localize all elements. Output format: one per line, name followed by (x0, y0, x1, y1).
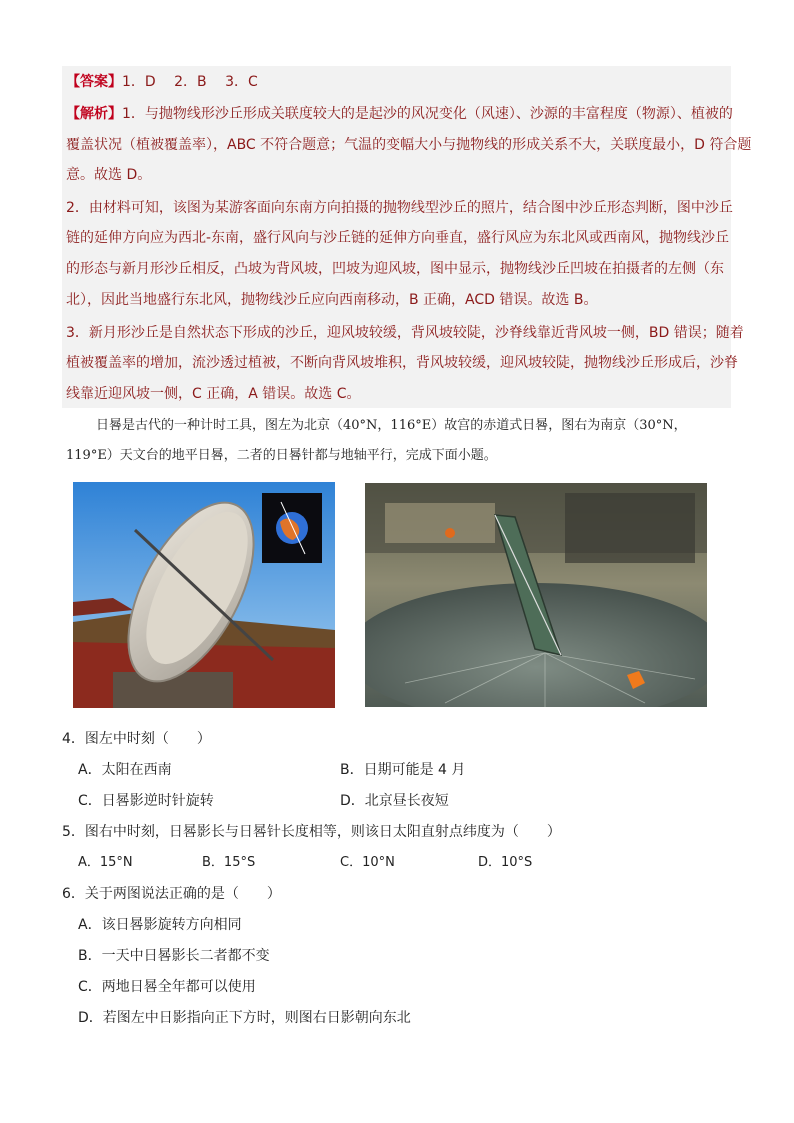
analysis-line-4: 2．由材料可知，该图为某游客面向东南方向拍摄的抛物线型沙丘的照片，结合图中沙丘形态判断，图中沙丘 (66, 200, 733, 216)
question-6-stem: 6．关于两图说法正确的是（ ） (62, 886, 281, 902)
analysis-line-6: 的形态与新月形沙丘相反，凸坡为背风坡，凹坡为迎风坡，图中显示，抛物线沙丘凹坡在拍摄者的左侧（东 (66, 261, 724, 277)
horizontal-sundial-photo (365, 483, 707, 707)
question-5-option-d[interactable]: D．10°S (478, 855, 533, 870)
question-5-option-b[interactable]: B．15°S (202, 855, 256, 870)
intro-line-1: 日晷是古代的一种计时工具，图左为北京（40°N，116°E）故宫的赤道式日晷，图右为南京（30°N， (96, 418, 687, 433)
question-4-stem: 4．图左中时刻（ ） (62, 731, 211, 747)
question-4-option-b[interactable]: B．日期可能是 4 月 (340, 762, 466, 778)
question-5-option-a[interactable]: A．15°N (78, 855, 133, 870)
question-6-option-d[interactable]: D．若图左中日影指向正下方时，则图右日影朝向东北 (78, 1010, 411, 1026)
analysis-line-3: 意。故选 D。 (66, 167, 152, 183)
question-6-option-a[interactable]: A．该日晷影旋转方向相同 (78, 917, 242, 933)
equatorial-sundial-illustration (73, 482, 335, 708)
analysis-text-1: 1．与抛物线形沙丘形成关联度较大的是起沙的风况变化（风速）、沙源的丰富程度（物源）、植被的 (122, 106, 733, 122)
answer-keys: 1．D 2．B 3．C (122, 74, 258, 90)
question-4-option-a[interactable]: A．太阳在西南 (78, 762, 172, 778)
answer-line (66, 72, 258, 92)
analysis-tag: 【解析】 (66, 106, 122, 122)
intro-line-2: 119°E）天文台的地平日晷，二者的日晷针都与地轴平行，完成下面小题。 (66, 448, 497, 463)
question-4-option-d[interactable]: D．北京昼长夜短 (340, 793, 449, 809)
analysis-line-1 (66, 104, 733, 124)
question-6-option-b[interactable]: B．一天中日晷影长二者都不变 (78, 948, 270, 964)
answer-tag: 【答案】 (66, 74, 122, 90)
analysis-line-10: 线靠近迎风坡一侧，C 正确，A 错误。故选 C。 (66, 386, 361, 402)
analysis-line-9: 植被覆盖率的增加，流沙透过植被，不断向背风坡堆积，背风坡较缓，迎风坡较陡，抛物线沙丘形成后，沙脊 (66, 355, 738, 371)
question-5-option-c[interactable]: C．10°N (340, 855, 395, 870)
question-6-option-c[interactable]: C．两地日晷全年都可以使用 (78, 979, 256, 995)
equatorial-sundial-photo (73, 482, 335, 708)
question-4-option-c[interactable]: C．日晷影逆时针旋转 (78, 793, 214, 809)
analysis-line-2: 覆盖状况（植被覆盖率），ABC 不符合题意；气温的变幅大小与抛物线的形成关系不大，关联度最小，D 符合题 (66, 137, 752, 153)
horizontal-sundial-illustration (365, 483, 707, 707)
analysis-line-7: 北），因此当地盛行东北风，抛物线沙丘应向西南移动，B 正确，ACD 错误。故选 B。 (66, 292, 598, 308)
analysis-line-8: 3．新月形沙丘是自然状态下形成的沙丘，迎风坡较缓，背风坡较陡，沙脊线靠近背风坡一侧，BD 错误；随着 (66, 325, 744, 341)
analysis-line-5: 链的延伸方向应为西北-东南，盛行风向与沙丘链的延伸方向垂直，盛行风应为东北风或西南风，抛物线沙丘 (66, 230, 730, 246)
question-5-stem: 5．图右中时刻，日晷影长与日晷针长度相等，则该日太阳直射点纬度为（ ） (62, 824, 561, 840)
